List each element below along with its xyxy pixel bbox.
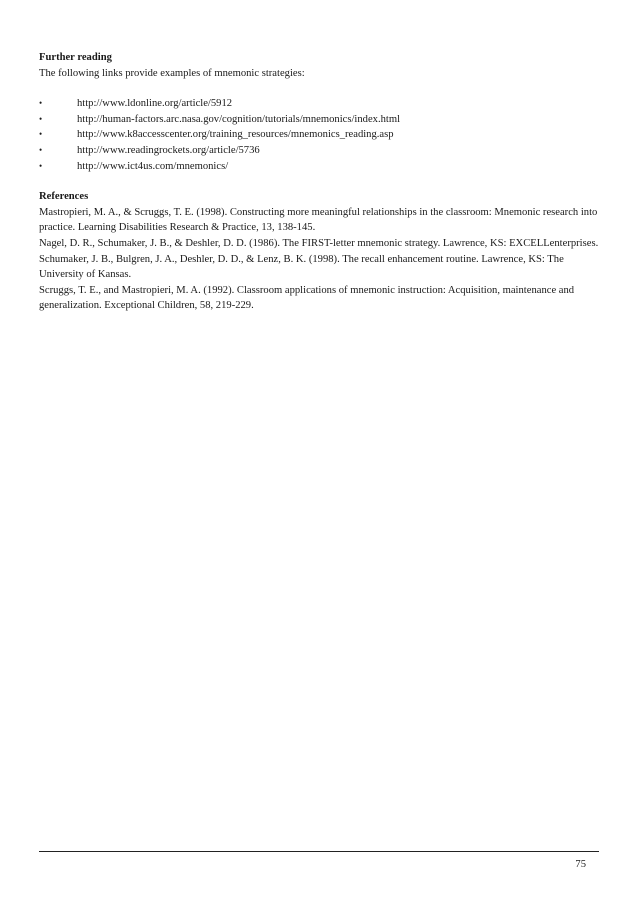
link[interactable]: http://www.ict4us.com/mnemonics/ [77,160,229,172]
page-number: 75 [575,859,586,870]
further-reading-intro: The following links provide examples of mnemonic strategies: [39,67,305,79]
link[interactable]: http://human-factors.arc.nasa.gov/cognition/tutorials/mnemonics/index.html [77,113,401,125]
reference-entry: Scruggs, T. E., and Mastropieri, M. A. (1992). Classroom applications of mnemonic instruction: Acquisition, maintenance and generalization. Exceptional Children, 58, 219-229. [39,284,575,312]
further-reading-heading: Further reading [39,52,112,63]
list-item [39,127,599,143]
list-item [39,159,599,175]
link-list [39,96,599,174]
link[interactable]: http://www.ldonline.org/article/5912 [77,98,233,110]
link[interactable]: http://www.readingrockets.org/article/5736 [77,144,260,156]
bullet-icon: • [39,129,43,140]
reference-entry: Mastropieri, M. A., & Scruggs, T. E. (1998). Constructing more meaningful relationships in the classroom: Mnemonic research into practice. Learning Disabilities Research & Practice, 13, 138-145. [39,206,598,234]
bullet-icon: • [39,160,43,171]
reference-entry: Schumaker, J. B., Bulgren, J. A., Deshler, D. D., & Lenz, B. K. (1998). The recall enhancement routine. Lawrence, KS: The University of Kansas. [39,253,564,281]
page-content [39,50,599,314]
list-item [39,112,599,128]
bullet-icon: • [39,144,43,155]
list-item [39,143,599,159]
footer-divider [39,851,599,852]
reference-entry: Nagel, D. R., Schumaker, J. B., & Deshler, D. D. (1986). The FIRST-letter mnemonic strategy. Lawrence, KS: EXCELLenterprises. [39,237,599,249]
link[interactable]: http://www.k8accesscenter.org/training_resources/mnemonics_reading.asp [77,129,394,141]
references-heading: References [39,191,89,203]
bullet-icon: • [39,113,43,124]
bullet-icon: • [39,98,43,109]
list-item [39,96,599,112]
